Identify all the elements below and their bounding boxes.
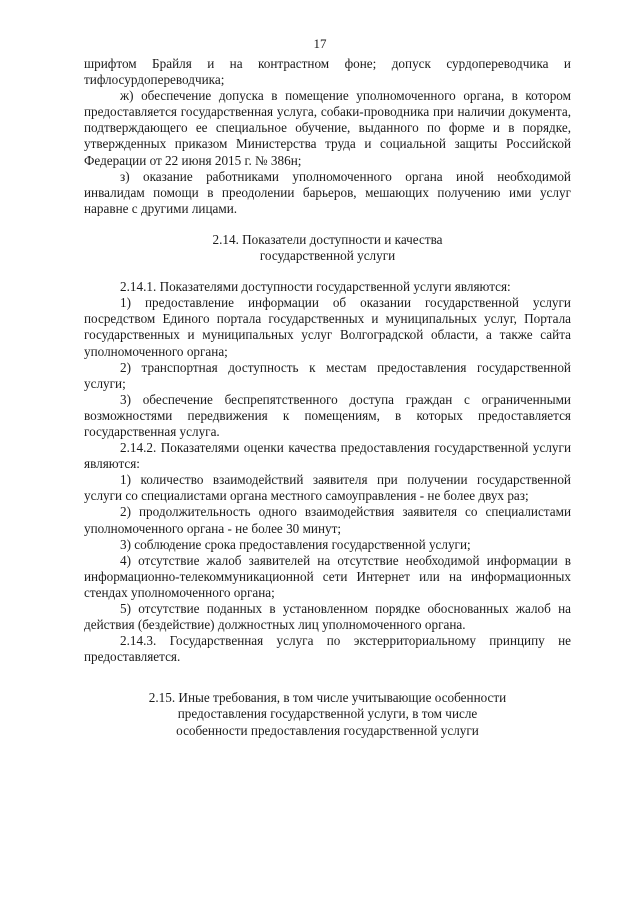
list-item: 1) предоставление информации об оказании государственной услуги посредством Единого портала государственных и муниципальных услуг, Портала государственных и муниципальных услуг Волгоградской области, а также сайта уполномоченного органа; xyxy=(84,295,571,359)
list-item: 2) транспортная доступность к местам предоставления государственной услуги; xyxy=(84,359,571,391)
document-body xyxy=(84,56,571,739)
list-item: 1) количество взаимодействий заявителя при получении государственной услуги со специалистами органа местного самоуправления - не более двух раз; xyxy=(84,472,571,504)
heading-line: государственной услуги xyxy=(259,248,396,264)
heading-line: предоставления государственной услуги, в том числе xyxy=(177,706,478,722)
paragraph-2-14-2: 2.14.2. Показателями оценки качества предоставления государственной услуги являются: xyxy=(84,440,571,472)
paragraph-item-zh: ж) обеспечение допуска в помещение уполномоченного органа, в котором предоставляется государственная услуга, собаки-проводника при наличии документа, подтверждающего ее специальное обучение, выданного по форме и в порядке, утвержденных приказом Министерства труда и социальной защиты Российской Федерации от 22 июня 2015 г. № 386н; xyxy=(84,88,571,168)
heading-line: 2.15. Иные требования, в том числе учитывающие особенности xyxy=(148,690,507,706)
paragraph-2-14-1: 2.14.1. Показателями доступности государственной услуги являются: xyxy=(120,279,511,295)
list-item: 4) отсутствие жалоб заявителей на отсутствие необходимой информации в информационно-телекоммуникационной сети Интернет или на информационных стендах уполномоченного органа; xyxy=(84,552,571,600)
list-item: 3) соблюдение срока предоставления государственной услуги; xyxy=(120,536,471,552)
heading-line: 2.14. Показатели доступности и качества xyxy=(212,231,443,247)
list-item: 5) отсутствие поданных в установленном порядке обоснованных жалоб на действия (бездействие) должностных лиц уполномоченного органа. xyxy=(84,601,571,633)
paragraph-braille: шрифтом Брайля и на контрастном фоне; допуск сурдопереводчика и тифлосурдопереводчика; xyxy=(84,56,571,88)
paragraph-2-14-3: 2.14.3. Государственная услуга по экстерриториальному принципу не предоставляется. xyxy=(84,633,571,665)
list-item: 2) продолжительность одного взаимодействия заявителя со специалистами уполномоченного органа - не более 30 минут; xyxy=(84,504,571,536)
paragraph-item-z: з) оказание работниками уполномоченного органа иной необходимой инвалидам помощи в преодолении барьеров, мешающих получению ими услуг наравне с другими лицами. xyxy=(84,168,571,216)
list-item: 3) обеспечение беспрепятственного доступа граждан с ограниченными возможностями передвижения к помещениям, в которых предоставляется государственная услуга. xyxy=(84,391,571,439)
heading-line: особенности предоставления государственной услуги xyxy=(176,722,479,738)
page-number: 17 xyxy=(313,36,327,51)
section-heading-2-15 xyxy=(84,690,571,738)
section-heading-2-14 xyxy=(84,232,571,264)
